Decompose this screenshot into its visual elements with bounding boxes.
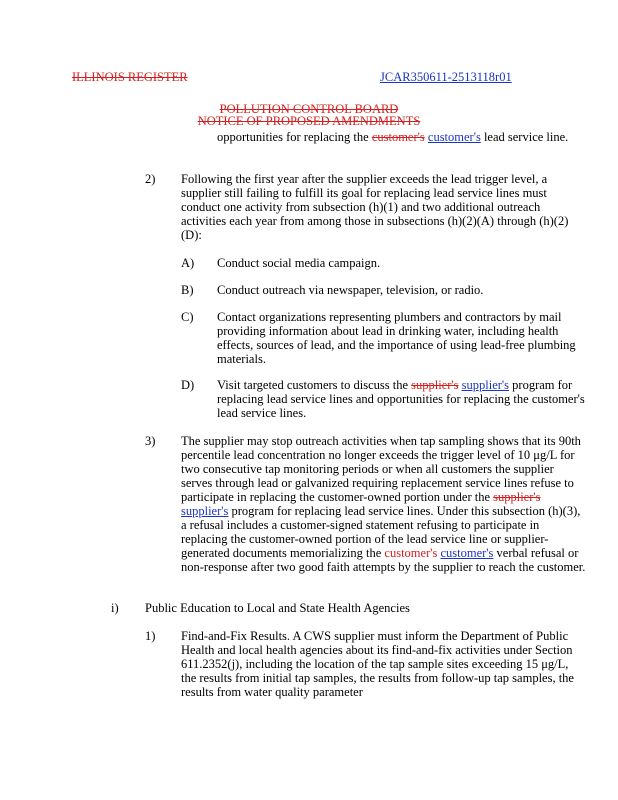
sub-item-letter: C)	[181, 310, 194, 324]
section-letter: i)	[111, 601, 119, 615]
board-title: POLLUTION CONTROL BOARD	[219, 102, 399, 116]
section-title: Public Education to Local and State Health Agencies	[145, 601, 410, 615]
inserted-text: supplier's	[181, 504, 229, 518]
item-text: Following the first year after the supplier exceeds the lead trigger level, a supplier still failing to fulfill its goal for replacing lead service lines must conduct one activity from subsection (h)(1) and two additional outreach activities each year from among those in subsections (h)(2)(A) through (h)(2)(D):	[181, 172, 569, 242]
item-text: The supplier may stop outreach activities when tap sampling shows that its 90th percentile lead concentration no longer exceeds the trigger level of 10 μg/L for two consecutive tap monitoring periods or when all customers the supplier serves through lead or galvanized requiring replacement service lines refuse to participate in replacing the customer-owned portion under the supplier's supplier's program for replacing lead service lines. Under this subsection (h)(3), a refusal includes a customer-signed statement refusing to participate in replacing the customer-owned portion of the lead service line or supplier-generated documents memorializing the customer's customer's verbal refusal or non-response after two good faith attempts by the supplier to reach the customer.	[181, 434, 586, 574]
item-number: 3)	[145, 434, 156, 448]
inserted-text: customer's	[440, 546, 494, 560]
notice-title: NOTICE OF PROPOSED AMENDMENTS	[197, 114, 421, 128]
item-number: 2)	[145, 172, 156, 186]
inserted-text: customer's	[427, 130, 481, 144]
deleted-text: customer's	[384, 546, 438, 560]
inserted-text: supplier's	[461, 378, 510, 392]
sub-item-text: Visit targeted customers to discuss the supplier's supplier's program for replacing lead service lines and opportunities for replacing the customer's lead service lines.	[217, 378, 585, 420]
sub-item-text: Conduct outreach via newspaper, television, or radio.	[217, 283, 484, 297]
deleted-text: supplier's	[493, 490, 541, 504]
sub-item-letter: D)	[181, 378, 195, 392]
document-id: JCAR350611-2513118r01	[380, 70, 512, 84]
deleted-text: supplier's	[411, 378, 459, 392]
item-text: Find-and-Fix Results. A CWS supplier must inform the Department of Public Health and local health agencies about its find-and-fix activities under Section 611.2352(j), including the location of the tap sample sites exceeding 15 μg/L, the results from initial tap samples, the results from follow-up tap samples, the results from water quality parameter	[181, 629, 574, 699]
item-number: 1)	[145, 629, 156, 643]
sub-item-letter: A)	[181, 256, 195, 270]
continuation-paragraph: opportunities for replacing the customer's customer's lead service line.	[217, 130, 569, 144]
sub-item-letter: B)	[181, 283, 194, 297]
sub-item-text: Contact organizations representing plumbers and contractors by mail providing information about lead in drinking water, including health effects, sources of lead, and the importance of using lead-free plumbing materials.	[217, 310, 576, 366]
deleted-text: customer's	[371, 130, 425, 144]
sub-item-text: Conduct social media campaign.	[217, 256, 381, 270]
register-header: ILLINOIS REGISTER	[72, 70, 188, 84]
